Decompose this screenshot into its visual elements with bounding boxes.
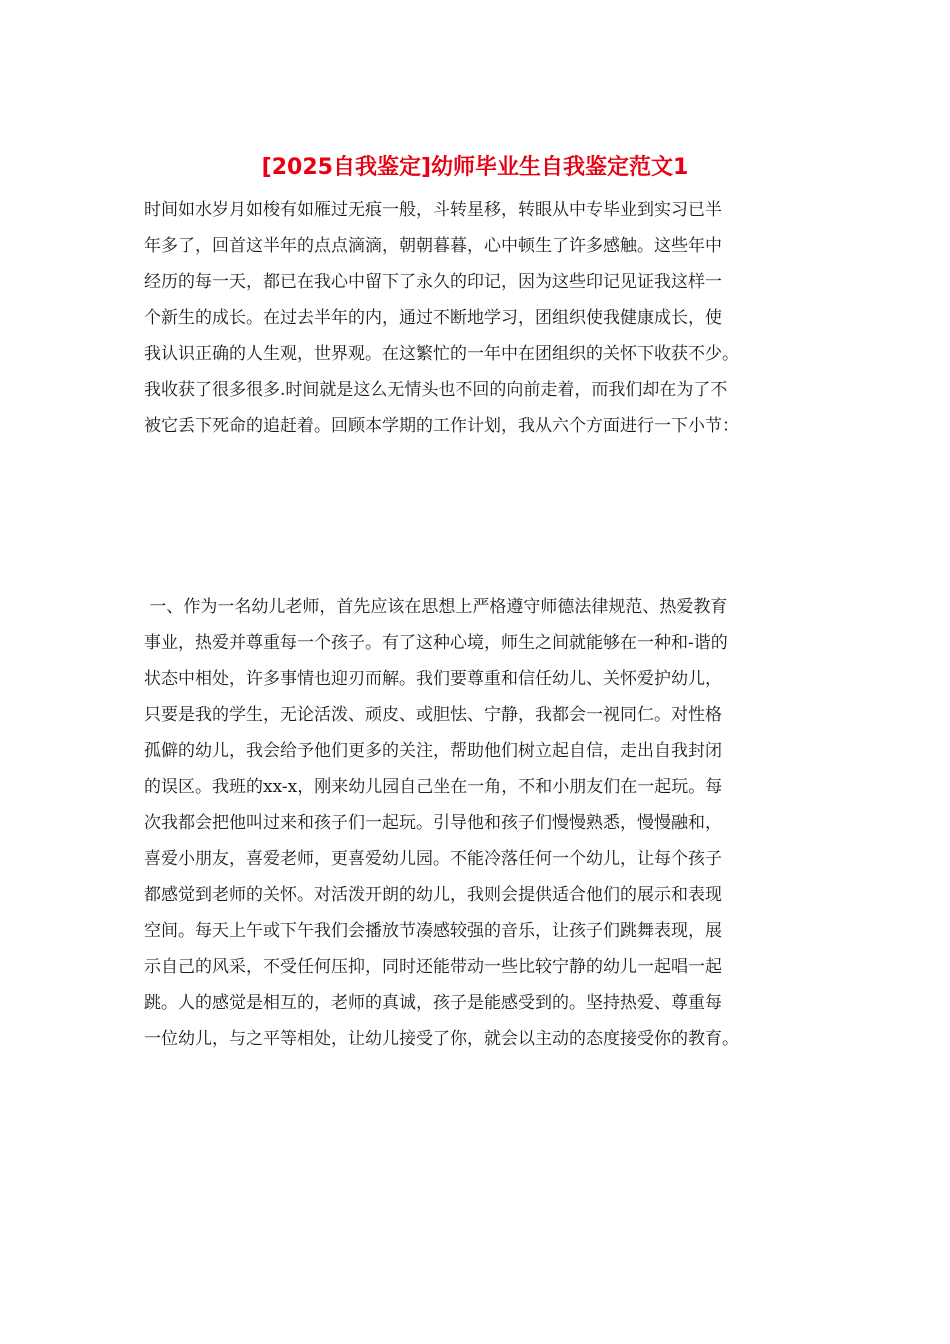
text-line: 个新生的成长。在过去半年的内，通过不断地学习，团组织使我健康成长，使 [144,308,722,328]
text-line: 孤僻的幼儿，我会给予他们更多的关注，帮助他们树立起自信，走出自我封闭 [144,741,722,761]
text-line: 次我都会把他叫过来和孩子们一起玩。引导他和孩子们慢慢熟悉，慢慢融和， [144,813,722,833]
text-line: 都感觉到老师的关怀。对活泼开朗的幼儿，我则会提供适合他们的展示和表现 [144,885,722,905]
text-line: 年多了，回首这半年的点点滴滴，朝朝暮暮，心中顿生了许多感触。这些年中 [144,236,722,256]
text-line: 空间。每天上午或下午我们会播放节凑感较强的音乐，让孩子们跳舞表现，展 [144,921,722,941]
text-line: 一位幼儿，与之平等相处，让幼儿接受了你，就会以主动的态度接受你的教育。 [144,1029,739,1049]
text-line: 跳。人的感觉是相互的，老师的真诚，孩子是能感受到的。坚持热爱、尊重每 [144,993,722,1013]
text-line: 示自己的风采，不受任何压抑，同时还能带动一些比较宁静的幼儿一起唱一起 [144,957,722,977]
text-line: 被它丢下死命的追赶着。回顾本学期的工作计划，我从六个方面进行一下小节： [144,416,739,436]
text-line: 的误区。我班的xx-x，刚来幼儿园自己坐在一角，不和小朋友们在一起玩。每 [144,777,723,797]
text-line: 喜爱小朋友，喜爱老师，更喜爱幼儿园。不能冷落任何一个幼儿，让每个孩子 [144,849,722,869]
text-line: 时间如水岁月如梭有如雁过无痕一般，斗转星移，转眼从中专毕业到实习已半 [144,200,722,220]
text-line: 状态中相处，许多事情也迎刃而解。我们要尊重和信任幼儿、关怀爱护幼儿， [144,669,722,689]
text-line: 我收获了很多很多.时间就是这么无情头也不回的向前走着，而我们却在为了不 [144,380,728,400]
text-line: 事业，热爱并尊重每一个孩子。有了这种心境，师生之间就能够在一种和-谐的 [144,633,728,653]
text-line: 只要是我的学生，无论活泼、顽皮、或胆怯、宁静，我都会一视同仁。对性格 [144,705,722,725]
text-line: 我认识正确的人生观，世界观。在这繁忙的一年中在团组织的关怀下收获不少。 [144,344,739,364]
paragraph-section-one [144,589,808,1057]
paragraph-intro [144,192,808,444]
text-line: 经历的每一天，都已在我心中留下了永久的印记，因为这些印记见证我这样一 [144,272,722,292]
document-title: [2025自我鉴定]幼师毕业生自我鉴定范文1 [261,155,689,180]
text-line: 一、作为一名幼儿老师，首先应该在思想上严格遵守师德法律规范、热爱教育 [144,597,728,617]
